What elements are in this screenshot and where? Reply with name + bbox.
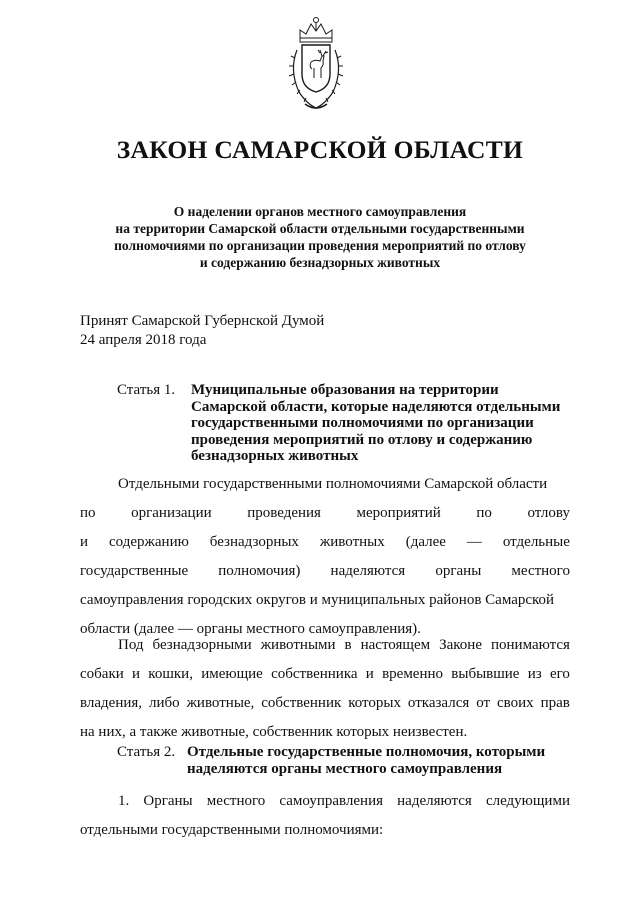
- word: собственника: [271, 666, 358, 682]
- word: понимаются: [490, 637, 570, 653]
- article-2-title: [187, 744, 587, 777]
- word: местного: [206, 793, 266, 809]
- word: местного: [511, 563, 570, 579]
- adopted-by: Принят Самарской Губернской Думой: [80, 313, 325, 329]
- word: отлову: [527, 505, 570, 521]
- paragraph-line: Отдельными государственными полномочиями Самарской области: [118, 476, 548, 492]
- word: кошки,: [148, 666, 193, 682]
- adoption-info: [80, 312, 324, 350]
- word: владения,: [80, 695, 143, 711]
- word: 1.: [118, 793, 130, 809]
- word: наделяются: [330, 563, 406, 579]
- article-title-line: Муниципальные образования на территории: [191, 382, 499, 398]
- word: безнадзорных: [209, 534, 299, 550]
- paragraph-line: на них, а также животные, собственник которых неизвестен.: [80, 724, 468, 740]
- word: прав: [540, 695, 570, 711]
- word: имеющие: [201, 666, 263, 682]
- article-1-paragraph-2: [80, 631, 570, 747]
- article-1-title: [191, 382, 591, 465]
- word: и: [365, 666, 374, 682]
- word: следующими: [485, 793, 570, 809]
- word: Под: [118, 637, 144, 653]
- word: своих: [497, 695, 534, 711]
- word: в: [344, 637, 352, 653]
- subtitle-line: полномочиями по организации проведения мероприятий по отлову: [114, 238, 526, 253]
- word: которых: [348, 695, 401, 711]
- paragraph-line: области (далее — органы местного самоуправления).: [80, 621, 421, 637]
- article-1-label: Статья 1.: [117, 382, 176, 398]
- article-title-line: государственными полномочиями по организации: [191, 415, 534, 431]
- samara-coat-of-arms-icon: [283, 12, 349, 116]
- article-1-paragraph-1: [80, 470, 570, 644]
- article-title-line: наделяются органы местного самоуправления: [187, 760, 503, 777]
- word: самоуправления: [279, 793, 384, 809]
- article-title-line: Самарской области, которые наделяются отдельными: [191, 398, 561, 415]
- word: собственник: [261, 695, 342, 711]
- word: собаки: [80, 666, 124, 682]
- article-title-line: Отдельные государственные полномочия, которыми: [187, 744, 546, 760]
- word: проведения: [247, 505, 321, 521]
- word: государственные: [80, 563, 189, 579]
- word: содержанию: [109, 534, 189, 550]
- article-2-paragraph-1: [80, 787, 570, 845]
- word: Органы: [143, 793, 193, 809]
- article-2-label: Статья 2.: [117, 744, 176, 760]
- paragraph-line: [80, 631, 570, 660]
- law-subtitle: [70, 203, 570, 271]
- subtitle-line: и содержанию безнадзорных животных: [199, 255, 441, 270]
- article-title-line: безнадзорных животных: [191, 448, 359, 464]
- subtitle-line: на территории Самарской области отдельными государственными: [115, 221, 525, 236]
- word: по: [476, 505, 492, 521]
- word: настоящем: [360, 637, 431, 653]
- law-title: ЗАКОН САМАРСКОЙ ОБЛАСТИ: [116, 135, 524, 164]
- word: наделяются: [397, 793, 472, 809]
- paragraph-line: [80, 557, 570, 586]
- subtitle-line: О наделении органов местного самоуправления: [173, 204, 467, 219]
- word: полномочия): [218, 563, 301, 579]
- paragraph-line: [80, 660, 570, 689]
- paragraph-line: [80, 528, 570, 557]
- word: выбывшие: [451, 666, 520, 682]
- article-title-line: проведения мероприятий по отлову и содержанию: [191, 431, 533, 448]
- word: либо: [148, 695, 180, 711]
- word: организации: [131, 505, 212, 521]
- word: и: [80, 534, 89, 550]
- word: мероприятий: [356, 505, 441, 521]
- word: (далее: [405, 534, 446, 550]
- word: и: [132, 666, 141, 682]
- paragraph-line: [80, 689, 570, 718]
- word: безнадзорными: [152, 637, 252, 653]
- word: по: [80, 505, 96, 521]
- word: из: [527, 666, 542, 682]
- word: его: [549, 666, 570, 682]
- word: животными: [260, 637, 336, 653]
- word: животных: [319, 534, 385, 550]
- word: животные,: [186, 695, 255, 711]
- paragraph-line: самоуправления городских округов и муниципальных районов Самарской: [80, 592, 555, 608]
- word: органы: [435, 563, 482, 579]
- paragraph-line: отдельными государственными полномочиями:: [80, 822, 384, 838]
- word: от: [476, 695, 491, 711]
- word: —: [466, 534, 482, 550]
- paragraph-line: [80, 787, 570, 816]
- word: отдельные: [502, 534, 570, 550]
- word: Законе: [439, 637, 482, 653]
- adoption-date: 24 апреля 2018 года: [80, 332, 207, 348]
- word: временно: [382, 666, 444, 682]
- paragraph-line: [80, 499, 570, 528]
- word: отказался: [407, 695, 470, 711]
